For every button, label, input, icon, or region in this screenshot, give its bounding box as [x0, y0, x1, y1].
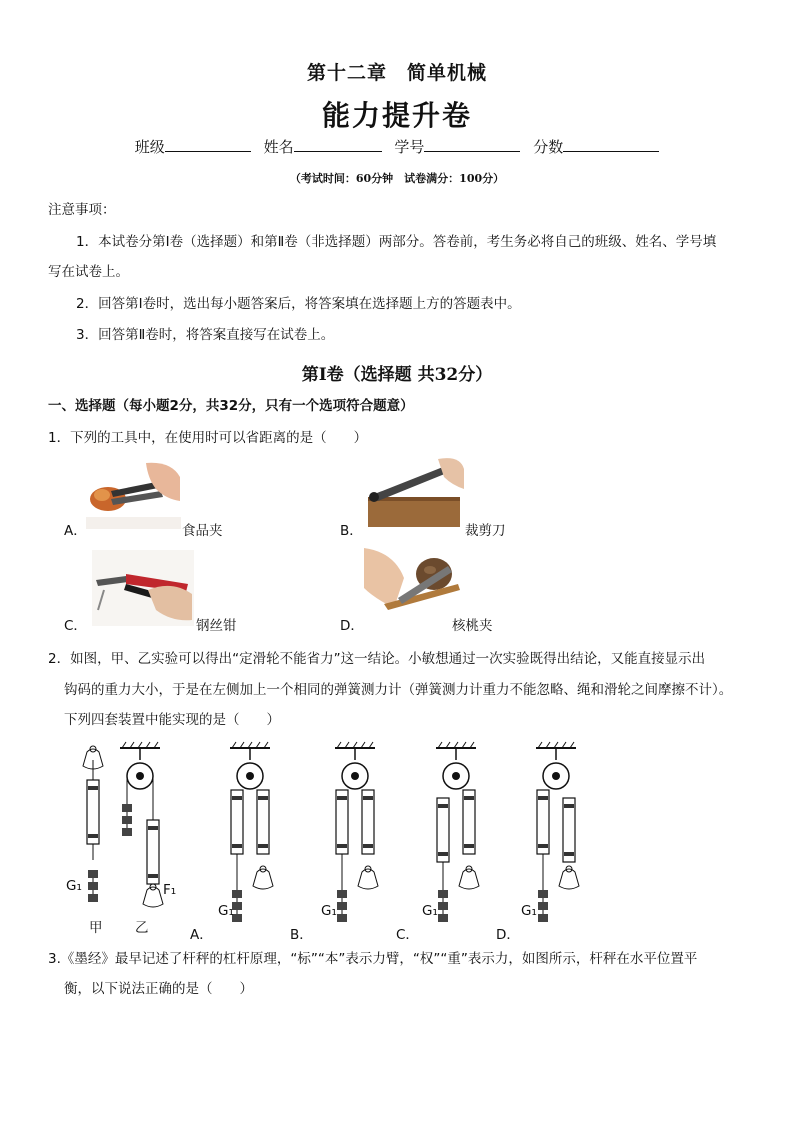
- note-3: 3．回答第Ⅱ卷时，将答案直接写在试卷上。: [76, 327, 335, 343]
- note-2: 2．回答第Ⅰ卷时，选出每小题答案后，将答案填在选择题上方的答题表中。: [76, 296, 521, 312]
- q1-option-c-label: 钢丝钳: [196, 618, 237, 634]
- diagram-jia: [83, 746, 103, 902]
- diagram-c: [436, 742, 479, 922]
- q2-option-c-letter: C．: [396, 927, 419, 943]
- student-info-row: [0, 136, 794, 157]
- q1-option-a-label: 食品夹: [182, 523, 223, 539]
- question-2-line-3: 下列四套装置中能实现的是（ ）: [64, 712, 280, 728]
- q2-option-d-letter: D．: [496, 927, 520, 943]
- name-blank[interactable]: [294, 137, 382, 152]
- wire-pliers-photo: [92, 550, 194, 626]
- question-2-line-2: 钩码的重力大小，于是在左侧加上一个相同的弹簧测力计（弹簧测力计重力不能忽略、绳和滑轮之间摩擦不计）。: [64, 682, 733, 698]
- diagram-d: [536, 742, 579, 922]
- name-label: 姓名: [263, 138, 294, 156]
- q1-option-d-label: 核桃夹: [452, 618, 493, 634]
- q2-option-a-letter: A．: [190, 927, 213, 943]
- section-1-heading: 一、选择题（每小题2分，共32分，只有一个选项符合题意）: [48, 398, 414, 414]
- diagram-yi: [120, 742, 163, 907]
- question-1-stem: 1．下列的工具中，在使用时可以省距离的是（ ）: [48, 430, 368, 446]
- class-blank[interactable]: [165, 137, 251, 152]
- q1-option-a-letter: A．: [64, 523, 87, 539]
- q1-option-b-letter: B．: [340, 523, 363, 539]
- score-blank[interactable]: [563, 137, 659, 152]
- label-jia: 甲: [89, 920, 103, 936]
- part-1-title: 第Ⅰ卷（选择题 共32分）: [301, 365, 493, 385]
- class-label: 班级: [134, 138, 165, 156]
- q1-option-d-letter: D．: [340, 618, 364, 634]
- question-3-line-2: 衡，以下说法正确的是（ ）: [64, 981, 253, 997]
- label-yi: 乙: [135, 920, 149, 936]
- label-g1-b: G₁: [321, 903, 337, 919]
- score-label: 分数: [533, 138, 564, 156]
- label-g1-c: G₁: [422, 903, 438, 919]
- note-1-line-2: 写在试卷上。: [48, 264, 129, 280]
- question-3-line-1: 3.《墨经》最早记述了杆秤的杠杆原理，“标”“本”表示力臂，“权”“重”表示力，如图所示，杆秤在水平位置平: [48, 951, 698, 967]
- question-2-line-1: 2．如图，甲、乙实验可以得出“定滑轮不能省力”这一结论。小敏想通过一次实验既得出结论，又能直接显示出: [48, 651, 706, 667]
- label-g1-d: G₁: [521, 903, 537, 919]
- diagram-b: [335, 742, 378, 922]
- label-g1-a: G₁: [218, 903, 234, 919]
- q1-option-b-label: 裁剪刀: [465, 523, 506, 539]
- label-f1-yi: F₁: [163, 882, 177, 898]
- diagram-a: [230, 742, 273, 922]
- id-label: 学号: [394, 138, 425, 156]
- paper-cutter-photo: [360, 455, 464, 529]
- food-tongs-photo: [86, 455, 181, 529]
- q1-option-c-letter: C．: [64, 618, 87, 634]
- exam-meta: （考试时间：60分钟 试卷满分：100分）: [289, 172, 505, 185]
- walnut-cracker-photo: [364, 548, 464, 626]
- label-g1-jia: G₁: [66, 878, 82, 894]
- id-blank[interactable]: [424, 137, 520, 152]
- paper-title: 能力提升卷: [321, 99, 472, 132]
- notes-heading: 注意事项：: [48, 202, 116, 218]
- note-1-line-1: 1．本试卷分第Ⅰ卷（选择题）和第Ⅱ卷（非选择题）两部分。答卷前，考生务必将自己的班级、姓名、学号填: [76, 234, 717, 250]
- q2-option-b-letter: B．: [290, 927, 313, 943]
- chapter-title: 第十二章 简单机械: [306, 62, 487, 84]
